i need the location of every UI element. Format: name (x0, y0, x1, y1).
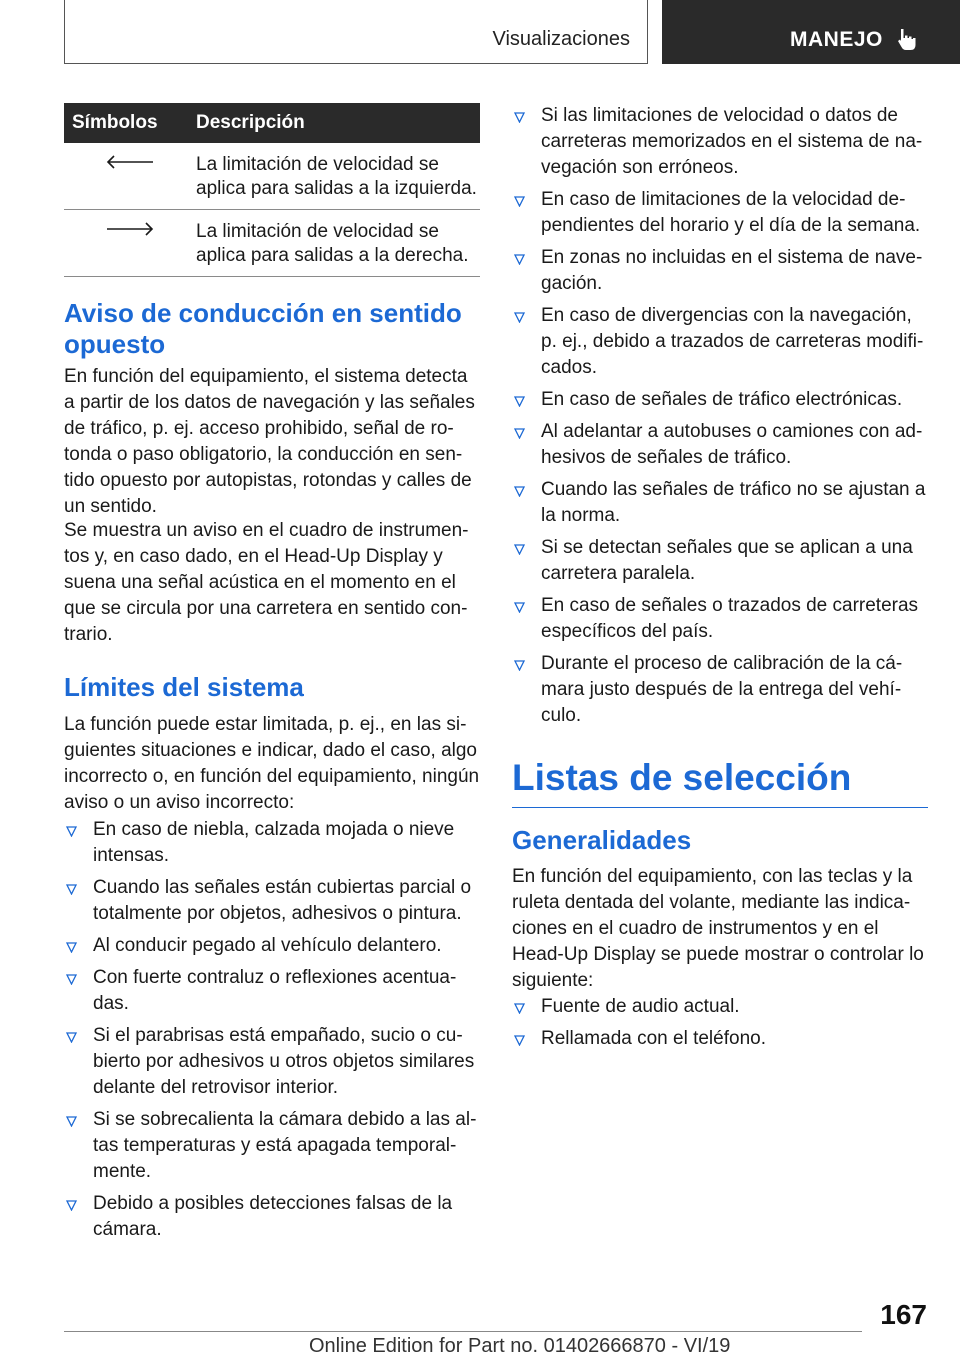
list-item (64, 1191, 480, 1243)
list-item-text: Al adelantar a autobuses o camiones con adhesivos de señales de tráfico. (541, 421, 923, 468)
triangle-bullet-icon (514, 660, 525, 671)
list-item-text: En caso de señales de tráfico electrónicas. (541, 389, 903, 410)
list-item-text: Con fuerte contraluz o reflexiones acentuadas. (93, 967, 457, 1014)
list-item-text: Cuando las señales de tráfico no se ajustan a la norma. (541, 479, 926, 526)
triangle-bullet-icon (514, 1003, 525, 1014)
triangle-bullet-icon (514, 112, 525, 123)
list-item (512, 994, 928, 1020)
paragraph-limits: La función puede estar limitada, p. ej., en las siguientes situaciones e indicar, dado el caso, algo incorrecto o, en función del equipamiento, ningún aviso o un aviso incorrecto: (64, 714, 480, 813)
list-item (512, 535, 928, 587)
symbol-cell (64, 210, 196, 277)
arrow-left-icon (105, 154, 155, 170)
list-item-text: Durante el proceso de calibración de la cámara justo después de la entrega del vehículo. (541, 653, 903, 726)
table-row (64, 143, 480, 210)
list-item (512, 419, 928, 471)
triangle-bullet-icon (514, 602, 525, 613)
triangle-bullet-icon (66, 1116, 77, 1127)
list-item-text: Si el parabrisas está empañado, sucio o cubierto por adhesivos u otros objetos similares delante del retrovisor interior. (93, 1025, 475, 1098)
footer-edition: Online Edition for Part no. 01402666870 - VI/19 (309, 1335, 731, 1357)
triangle-bullet-icon (514, 1035, 525, 1046)
list-item (512, 1026, 928, 1052)
header-chapter-box (662, 0, 960, 64)
paragraph-general: En función del equipamiento, con las teclas y la ruleta dentada del volante, mediante las indicaciones en el cuadro de instrumentos y en el Head-Up Display se puede mostrar o controlar lo siguiente: (512, 866, 924, 991)
list-item (64, 875, 480, 927)
list-item-text: En caso de limitaciones de la velocidad dependientes del horario y el día de la semana. (541, 189, 921, 236)
list-item-text: En zonas no incluidas en el sistema de navegación. (541, 247, 923, 294)
list-item (512, 477, 928, 529)
list-item-text: Rellamada con el teléfono. (541, 1028, 766, 1049)
arrow-right-icon (105, 221, 155, 237)
footer-divider (64, 1331, 862, 1332)
list-item (512, 187, 928, 239)
symbols-table (64, 103, 480, 277)
list-item (64, 1107, 480, 1185)
selection-list (512, 994, 928, 1058)
list-item-text: Al conducir pegado al vehículo delantero. (93, 935, 442, 956)
list-item (512, 103, 928, 181)
triangle-bullet-icon (514, 544, 525, 555)
list-item (64, 933, 480, 959)
table-header-symbols: Símbolos (64, 103, 196, 143)
header-section-title: Visualizaciones (492, 28, 630, 50)
triangle-bullet-icon (514, 396, 525, 407)
list-item (64, 965, 480, 1017)
list-item (512, 245, 928, 297)
triangle-bullet-icon (66, 884, 77, 895)
list-item-text: Fuente de audio actual. (541, 996, 740, 1017)
list-item-text: Si las limitaciones de velocidad o datos de carreteras memorizados en el sistema de navegación son erróneos. (541, 105, 923, 178)
triangle-bullet-icon (66, 974, 77, 985)
triangle-bullet-icon (514, 428, 525, 439)
list-item-text: En caso de divergencias con la navegación, p. ej., debido a trazados de carreteras modificados. (541, 305, 924, 378)
triangle-bullet-icon (66, 826, 77, 837)
triangle-bullet-icon (514, 254, 525, 265)
triangle-bullet-icon (514, 196, 525, 207)
list-item-text: En caso de señales o trazados de carreteras específicos del país. (541, 595, 919, 642)
hand-pointer-icon (894, 26, 920, 52)
header-section-box (64, 0, 648, 64)
heading-system-limits: Límites del sistema (64, 672, 304, 702)
triangle-bullet-icon (514, 486, 525, 497)
triangle-bullet-icon (66, 1032, 77, 1043)
list-item-text: En caso de niebla, calzada mojada o nieve intensas. (93, 819, 455, 866)
description-cell: La limitación de velocidad se aplica para salidas a la izquierda. (196, 143, 480, 210)
heading-general: Generalidades (512, 825, 692, 855)
list-item (64, 1023, 480, 1101)
heading-selection-lists: Listas de selección (512, 757, 928, 808)
list-item (512, 303, 928, 381)
header-chapter-title: MANEJO (790, 28, 883, 51)
paragraph-wrong-way-2: Se muestra un aviso en el cuadro de instrumentos y, en caso dado, en el Head-Up Display y suena una señal acústica en el momento en el que se circula por una carretera en sentido contrario. (64, 520, 469, 645)
heading-wrong-way-warning: Aviso de conducción en sentido opuesto (64, 298, 462, 359)
list-item-text: Si se detectan señales que se aplican a una carretera paralela. (541, 537, 913, 584)
paragraph-wrong-way-1: En función del equipamiento, el sistema detecta a partir de los datos de navegación y las señales de tráfico, p. ej. acceso prohibido, señal de rotonda o paso obligatorio, la conducción en sentido opuesto por autopistas, rotondas y calles de un sentido. (64, 366, 475, 517)
list-item (64, 817, 480, 869)
list-item-text: Cuando las señales están cubiertas parcial o totalmente por objetos, adhesivos o pintura. (93, 877, 472, 924)
description-cell: La limitación de velocidad se aplica para salidas a la derecha. (196, 210, 480, 277)
triangle-bullet-icon (66, 1200, 77, 1211)
page-number: 167 (880, 1299, 927, 1330)
list-item-text: Si se sobrecalienta la cámara debido a las altas temperaturas y está apagada temporalmente. (93, 1109, 477, 1182)
list-item (512, 651, 928, 729)
table-header-description: Descripción (196, 103, 480, 143)
triangle-bullet-icon (66, 942, 77, 953)
list-item (512, 387, 928, 413)
triangle-bullet-icon (514, 312, 525, 323)
limits-list (64, 817, 480, 1249)
list-item-text: Debido a posibles detecciones falsas de la cámara. (93, 1193, 453, 1240)
list-item (512, 593, 928, 645)
table-row (64, 210, 480, 277)
limits-list-continued (512, 103, 928, 735)
symbol-cell (64, 143, 196, 210)
